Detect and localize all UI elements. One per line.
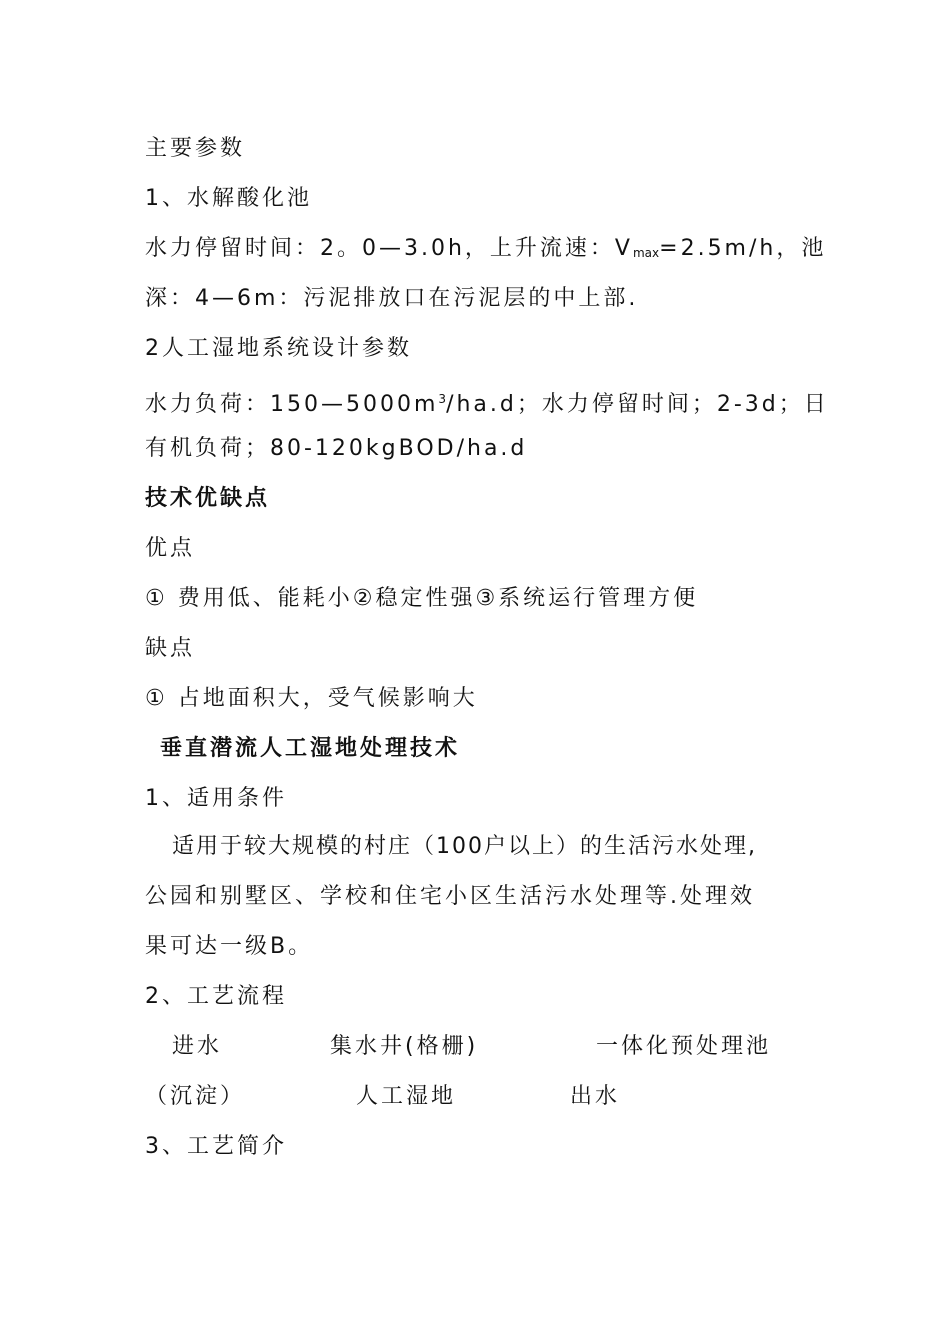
pros-cons-heading: 技术优缺点: [145, 486, 271, 511]
item1-line2: 深：4—6m：污泥排放口在污泥层的中上部.: [145, 286, 639, 311]
item2-title: 2人工湿地系统设计参数: [145, 336, 412, 361]
item1-line1-pre: 水力停留时间：2。0—3.0h，上升流速：V: [145, 236, 633, 261]
pros-label: 优点: [145, 536, 196, 561]
flow-step-collection-well: 集水井(格栅): [330, 1034, 479, 1059]
item2-line2: 有机负荷；80-120kgBOD/ha.d: [145, 436, 528, 461]
main-params-heading: 主要参数: [145, 136, 246, 161]
flow-step-sedimentation: （沉淀）: [145, 1084, 246, 1109]
item1-title: 1、水解酸化池: [145, 186, 312, 211]
item1-line1-post: =2.5m/h，池: [659, 236, 827, 261]
item2-line1-superscript: 3: [438, 392, 447, 406]
applicable-line3: 果可达一级B。: [145, 934, 314, 959]
flow-step-outlet: 出水: [570, 1084, 621, 1109]
flow-step-inlet: 进水: [172, 1034, 223, 1059]
applicable-line2: 公园和别墅区、学校和住宅小区生活污水处理等.处理效: [145, 884, 755, 909]
pros-text: ① 费用低、能耗小②稳定性强③系统运行管理方便: [145, 586, 699, 611]
cons-label: 缺点: [145, 636, 196, 661]
item1-line1: [145, 234, 827, 268]
item2-line1-post: /ha.d；水力停留时间；2-3d；日: [446, 392, 829, 417]
intro-title: 3、工艺简介: [145, 1134, 287, 1159]
item2-line1: [145, 384, 829, 420]
applicable-line1: 适用于较大规模的村庄（100户以上）的生活污水处理,: [172, 834, 757, 859]
item1-line1-subscript: max: [632, 246, 660, 260]
flow-step-pretreatment: 一体化预处理池: [596, 1034, 772, 1059]
cons-text: ① 占地面积大，受气候影响大: [145, 686, 478, 711]
process-title: 2、工艺流程: [145, 984, 287, 1009]
flow-step-wetland: 人工湿地: [356, 1084, 457, 1109]
applicable-title: 1、适用条件: [145, 786, 287, 811]
item2-line1-pre: 水力负荷：150—5000m: [145, 392, 439, 417]
section-title: 垂直潜流人工湿地处理技术: [160, 736, 461, 761]
